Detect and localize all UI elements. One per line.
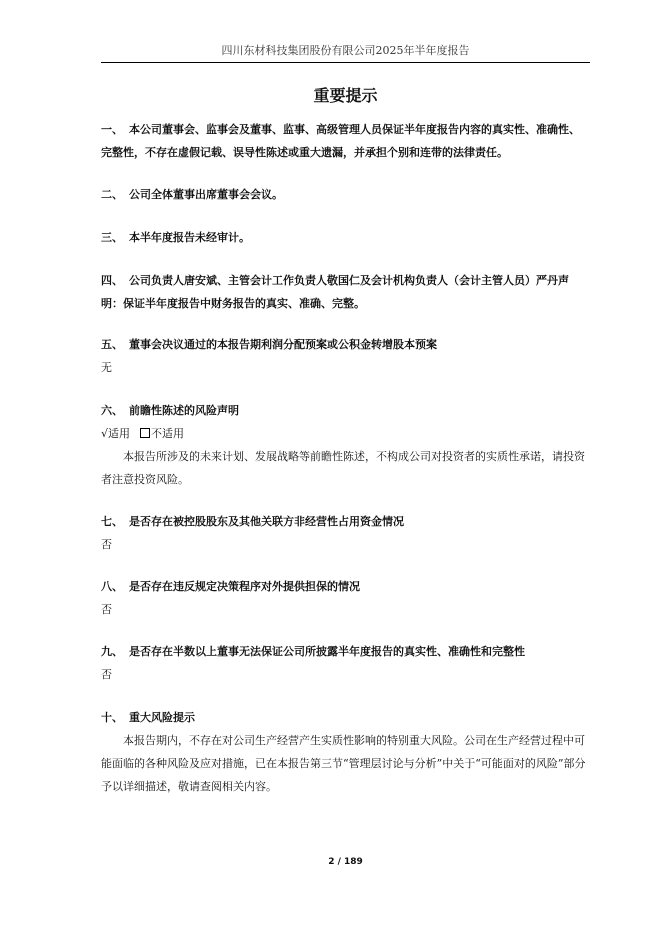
section-9-heading — [101, 640, 590, 663]
section-1-heading — [101, 118, 590, 164]
section-1 — [101, 118, 590, 164]
section-8-heading — [101, 575, 590, 598]
checkbox-empty-icon — [140, 428, 150, 438]
section-10-heading — [101, 706, 590, 729]
section-9-answer: 否 — [101, 668, 112, 681]
section-10-body: 本报告期内，不存在对公司生产经营产生实质性影响的特别重大风险。公司在生产经营过程中可能面临的各种风险及应对措施，已在本报告第三节“管理层讨论与分析”中关于“可能面对的风险”部分予以详细描述，敬请查阅相关内容。 — [101, 734, 586, 793]
section-8-answer: 否 — [101, 603, 112, 616]
section-3 — [101, 226, 590, 249]
section-6-heading — [101, 399, 590, 422]
option-applicable-checked: √适用 — [101, 427, 131, 440]
option-not-applicable: 不适用 — [151, 427, 185, 440]
section-text: 是否存在被控股股东及其他关联方非经营性占用资金情况 — [129, 515, 404, 528]
section-3-heading — [101, 226, 590, 249]
section-number: 四、 — [101, 274, 123, 287]
section-2 — [101, 183, 590, 206]
section-number: 十、 — [101, 711, 123, 724]
section-text: 重大风险提示 — [129, 711, 195, 724]
section-text: 本公司董事会、监事会及董事、监事、高级管理人员保证半年度报告内容的真实性、准确性、完整性，不存在虚假记载、误导性陈述或重大遗漏，并承担个别和连带的法律责任。 — [101, 123, 580, 159]
document-title: 重要提示 — [313, 86, 378, 105]
section-2-heading — [101, 183, 590, 206]
section-number: 一、 — [101, 123, 123, 136]
page-number: 2 / 189 — [328, 857, 363, 867]
section-10 — [101, 706, 590, 798]
section-text: 是否存在半数以上董事无法保证公司所披露半年度报告的真实性、准确性和完整性 — [129, 645, 525, 658]
section-number: 二、 — [101, 188, 123, 201]
section-number: 三、 — [101, 231, 123, 244]
section-text: 公司负责人唐安斌、主管会计工作负责人敬国仁及会计机构负责人（会计主管人员）严丹声明：保证半年度报告中财务报告的真实、准确、完整。 — [101, 274, 569, 310]
section-number: 六、 — [101, 404, 123, 417]
section-4 — [101, 269, 590, 315]
section-9 — [101, 640, 590, 686]
section-5-answer: 无 — [101, 361, 112, 374]
section-5 — [101, 333, 590, 379]
section-6 — [101, 399, 590, 491]
section-number: 八、 — [101, 580, 123, 593]
section-number: 七、 — [101, 515, 123, 528]
section-5-heading — [101, 333, 590, 356]
section-6-body: 本报告所涉及的未来计划、发展战略等前瞻性陈述，不构成公司对投资者的实质性承诺，请投资者注意投资风险。 — [101, 450, 585, 486]
section-7-answer: 否 — [101, 538, 112, 551]
applicability-options — [101, 422, 590, 445]
section-7 — [101, 510, 590, 556]
section-text: 公司全体董事出席董事会会议。 — [129, 188, 283, 201]
section-7-heading — [101, 510, 590, 533]
section-8 — [101, 575, 590, 621]
section-text: 前瞻性陈述的风险声明 — [129, 404, 239, 417]
section-4-heading — [101, 269, 590, 315]
section-number: 五、 — [101, 338, 123, 351]
section-text: 是否存在违反规定决策程序对外提供担保的情况 — [129, 580, 360, 593]
section-number: 九、 — [101, 645, 123, 658]
section-text: 本半年度报告未经审计。 — [129, 231, 250, 244]
section-text: 董事会决议通过的本报告期利润分配预案或公积金转增股本预案 — [129, 338, 437, 351]
header-divider — [101, 62, 590, 63]
page-header: 四川东材科技集团股份有限公司2025年半年度报告 — [221, 44, 470, 57]
